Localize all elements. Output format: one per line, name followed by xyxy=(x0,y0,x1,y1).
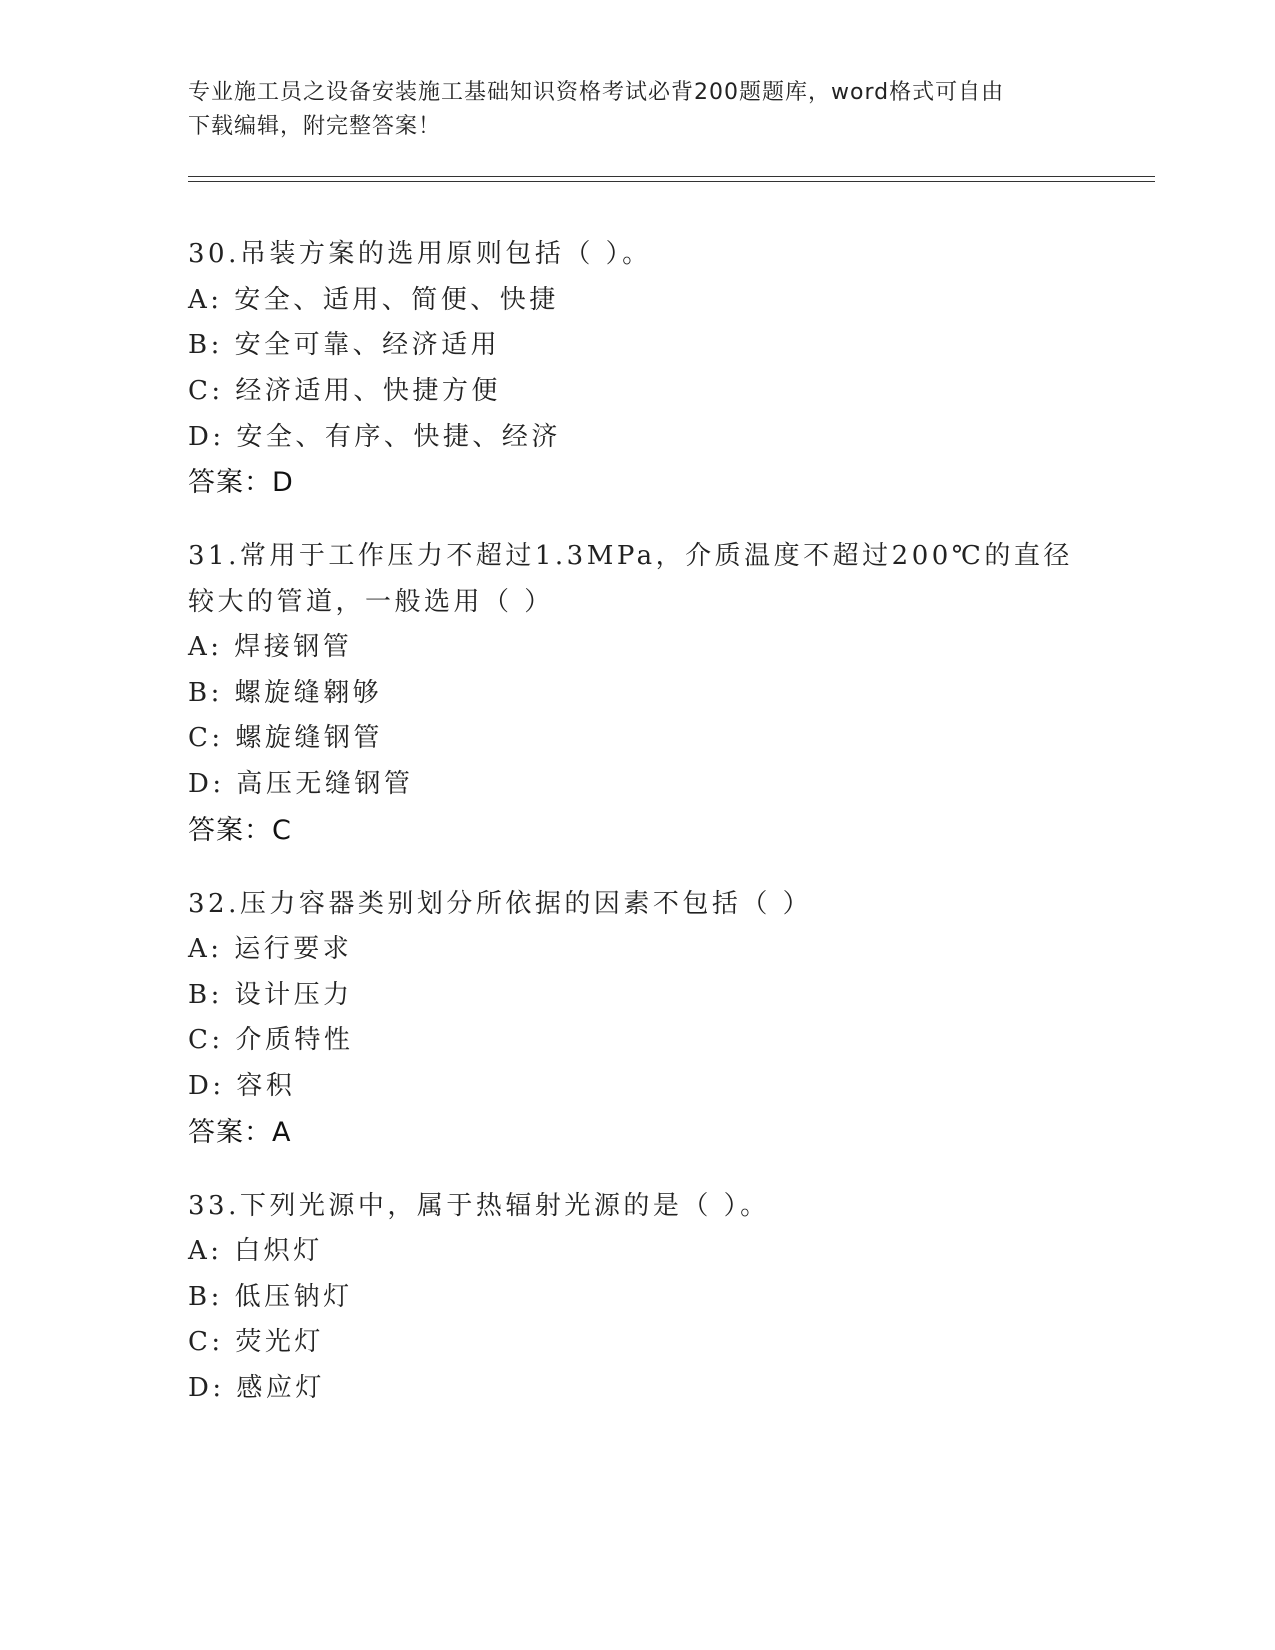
question-30 xyxy=(188,232,1088,506)
option-a: A: 运行要求 xyxy=(188,934,353,965)
question-33 xyxy=(188,1184,1088,1412)
option-c: C: 荧光灯 xyxy=(188,1327,324,1358)
header-divider-top xyxy=(188,176,1155,177)
option-b: B: 设计压力 xyxy=(188,979,353,1010)
answer-line: 答案：C xyxy=(188,814,292,846)
answer-line: 答案：D xyxy=(188,467,294,499)
option-c: C: 经济适用、快捷方便 xyxy=(188,375,501,406)
option-c: C: 螺旋缝钢管 xyxy=(188,723,383,754)
question-31 xyxy=(188,534,1088,854)
answer-line: 答案：A xyxy=(188,1116,292,1148)
option-c: C: 介质特性 xyxy=(188,1025,354,1056)
option-a: A: 焊接钢管 xyxy=(188,632,353,663)
header-line-2: 下载编辑，附完整答案！ xyxy=(188,114,442,139)
header-line-1: 专业施工员之设备安装施工基础知识资格考试必背200题题库，word格式可自由 xyxy=(188,80,1005,105)
option-b: B: 安全可靠、经济适用 xyxy=(188,330,501,361)
option-d: D: 感应灯 xyxy=(188,1373,325,1404)
question-list xyxy=(188,232,1088,1440)
header-divider-bottom xyxy=(188,181,1155,182)
option-d: D: 高压无缝钢管 xyxy=(188,769,414,800)
option-b: B: 螺旋缝翱够 xyxy=(188,677,383,708)
option-d: D: 容积 xyxy=(188,1071,296,1102)
question-text: 31.常用于工作压力不超过1.3MPa，介质温度不超过200℃的直径较大的管道，一般选用（ ） xyxy=(188,541,1073,617)
option-a: A: 安全、适用、简便、快捷 xyxy=(188,284,559,315)
document-header xyxy=(188,76,1088,144)
question-text: 33.下列光源中，属于热辐射光源的是（ ）。 xyxy=(188,1190,770,1221)
option-d: D: 安全、有序、快捷、经济 xyxy=(188,421,561,452)
question-32 xyxy=(188,882,1088,1156)
question-text: 30.吊装方案的选用原则包括（ ）。 xyxy=(188,239,652,269)
option-a: A: 白炽灯 xyxy=(188,1236,323,1267)
option-b: B: 低压钠灯 xyxy=(188,1281,353,1312)
question-text: 32.压力容器类别划分所依据的因素不包括（ ） xyxy=(188,888,813,919)
